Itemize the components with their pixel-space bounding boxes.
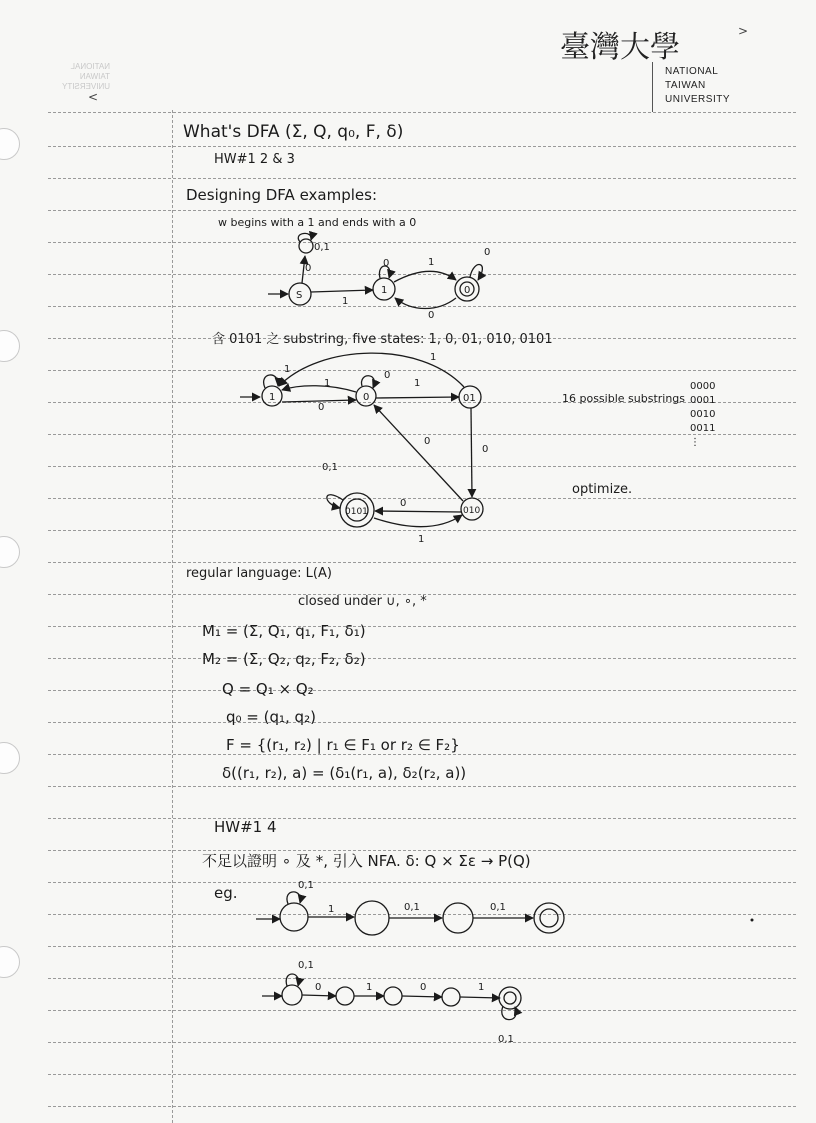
note-delta: δ((r₁, r₂), a) = (δ₁(r₁, a), δ₂(r₂, a)) xyxy=(222,764,467,782)
note-m2: M₂ = (Σ, Q₂, q₂, F₂, δ₂) xyxy=(202,650,366,668)
label-d2-state-010: 010 xyxy=(463,506,481,516)
label-d1-loop-1: 0 xyxy=(383,258,390,269)
nfa2-state-a xyxy=(282,985,302,1005)
label-d1-1-to-0: 1 xyxy=(428,257,435,268)
edge-010-0101 xyxy=(375,511,461,512)
label-d1-s-dead: 0 xyxy=(305,263,312,274)
ink-dot xyxy=(751,919,754,922)
note-optimize: optimize. xyxy=(572,482,633,497)
note-q0: q₀ = (q₁, q₂) xyxy=(226,708,316,726)
label-d2-loop-0101: 0,1 xyxy=(322,462,338,473)
label-d3-b-c: 0,1 xyxy=(404,902,420,913)
nfa-state-c xyxy=(443,903,473,933)
note-example1: w begins with a 1 and ends with a 0 xyxy=(218,216,417,229)
edge-s-1 xyxy=(311,290,373,292)
nfa-state-d-inner xyxy=(540,909,558,927)
label-d2-edge-1-0: 0 xyxy=(318,402,325,413)
label-d1-s: S xyxy=(296,290,303,301)
label-d4-b-c: 1 xyxy=(366,982,373,993)
nfa2-state-e-outer xyxy=(499,987,521,1009)
nfa2-state-c xyxy=(384,987,402,1005)
label-d2-edge-010-0: 0 xyxy=(424,436,431,447)
label-d3-loop: 0,1 xyxy=(298,880,314,891)
label-d2-edge-return: 1 xyxy=(418,534,425,545)
label-d2-loop-0: 0 xyxy=(384,370,391,381)
label-d1-loop-dead: 0,1 xyxy=(314,242,330,253)
nfa-state-b xyxy=(355,901,389,935)
loop-dead xyxy=(298,233,311,242)
label-d1-s-to-1: 1 xyxy=(342,296,349,307)
note-m1: M₁ = (Σ, Q₁, q₁, F₁, δ₁) xyxy=(202,622,366,640)
note-closed-under: closed under ∪, ∘, * xyxy=(298,594,427,609)
label-d1-state-0: 0 xyxy=(464,285,471,296)
loop-a xyxy=(287,892,301,904)
label-d4-loop: 0,1 xyxy=(298,960,314,971)
nfa2-state-b xyxy=(336,987,354,1005)
nfa-chain-2 xyxy=(262,974,521,1020)
note-hw1: HW#1 2 & 3 xyxy=(214,152,295,167)
note-q-product: Q = Q₁ × Q₂ xyxy=(222,680,314,698)
edge-d-e xyxy=(460,997,500,998)
label-d4-d-e: 1 xyxy=(478,982,485,993)
label-d4-loop-end: 0,1 xyxy=(498,1034,514,1045)
showthrough-ghost: NATIONAL TAIWAN UNIVERSITY xyxy=(62,62,111,91)
prev-page-icon[interactable]: < xyxy=(88,90,99,104)
nfa-state-a xyxy=(280,903,308,931)
label-d4-c-d: 0 xyxy=(420,982,427,993)
edge-1-0 xyxy=(394,271,456,282)
note-hw1-4: HW#1 4 xyxy=(214,818,277,836)
label-d1-state-1: 1 xyxy=(381,285,388,296)
label-d2-edge-01-1: 1 xyxy=(430,352,437,363)
university-name: NATIONAL TAIWAN UNIVERSITY xyxy=(665,66,731,105)
edge-c-d xyxy=(402,996,442,997)
note-designing: Designing DFA examples: xyxy=(186,186,378,204)
note-possible-substrings: 16 possible substrings xyxy=(562,392,686,405)
nfa-chain-1 xyxy=(256,892,564,935)
label-d2-edge-0-01: 1 xyxy=(414,378,421,389)
edge-0-1 xyxy=(395,298,456,309)
note-nfa: 不足以證明 ∘ 及 *, 引入 NFA. δ: Q × Σε → P(Q) xyxy=(202,852,531,870)
edge-a-b xyxy=(302,995,336,996)
note-f: F = {(r₁, r₂) | r₁ ∈ F₁ or r₂ ∈ F₂} xyxy=(226,736,460,754)
next-page-icon[interactable]: > xyxy=(738,24,749,38)
edge-0101-010-return xyxy=(374,515,462,527)
note-regular-language: regular language: L(A) xyxy=(186,566,332,581)
label-d1-loop-0: 0 xyxy=(484,247,491,258)
label-d3-c-d: 0,1 xyxy=(490,902,506,913)
label-d4-a-b: 0 xyxy=(315,982,322,993)
label-d2-loop-1: 1 xyxy=(284,364,291,375)
label-d2-state-0101: 0101 xyxy=(345,507,368,517)
label-d2-state-1: 1 xyxy=(269,392,276,403)
note-eg: eg. xyxy=(214,884,238,902)
note-substring: 含 0101 之 substring, five states: 1, 0, 01, 010, 0101 xyxy=(212,332,553,347)
label-d2-edge-01-010: 0 xyxy=(482,444,489,455)
label-d2-state-01: 01 xyxy=(463,393,476,404)
edge-0-01 xyxy=(376,397,459,398)
label-d2-edge-0-1: 1 xyxy=(324,378,331,389)
label-d1-0-to-1: 0 xyxy=(428,310,435,321)
state-dead xyxy=(299,239,313,253)
university-logo: 臺灣大學 xyxy=(560,30,680,65)
nfa2-state-e-inner xyxy=(504,992,516,1004)
label-d2-edge-010-0101: 0 xyxy=(400,498,407,509)
nfa-state-d-outer xyxy=(534,903,564,933)
dfa-contains-0101 xyxy=(240,353,483,527)
edge-010-0 xyxy=(374,405,463,501)
edge-01-010 xyxy=(471,408,472,497)
note-title: What's DFA (Σ, Q, q₀, F, δ) xyxy=(183,122,404,142)
edge-0-1 xyxy=(282,386,356,392)
loop-a xyxy=(286,974,298,986)
substring-list: 0000 0001 0010 0011 ⋮ xyxy=(690,381,716,448)
nfa2-state-d xyxy=(442,988,460,1006)
label-d3-a-b: 1 xyxy=(328,904,335,915)
label-d2-state-0: 0 xyxy=(363,392,370,403)
